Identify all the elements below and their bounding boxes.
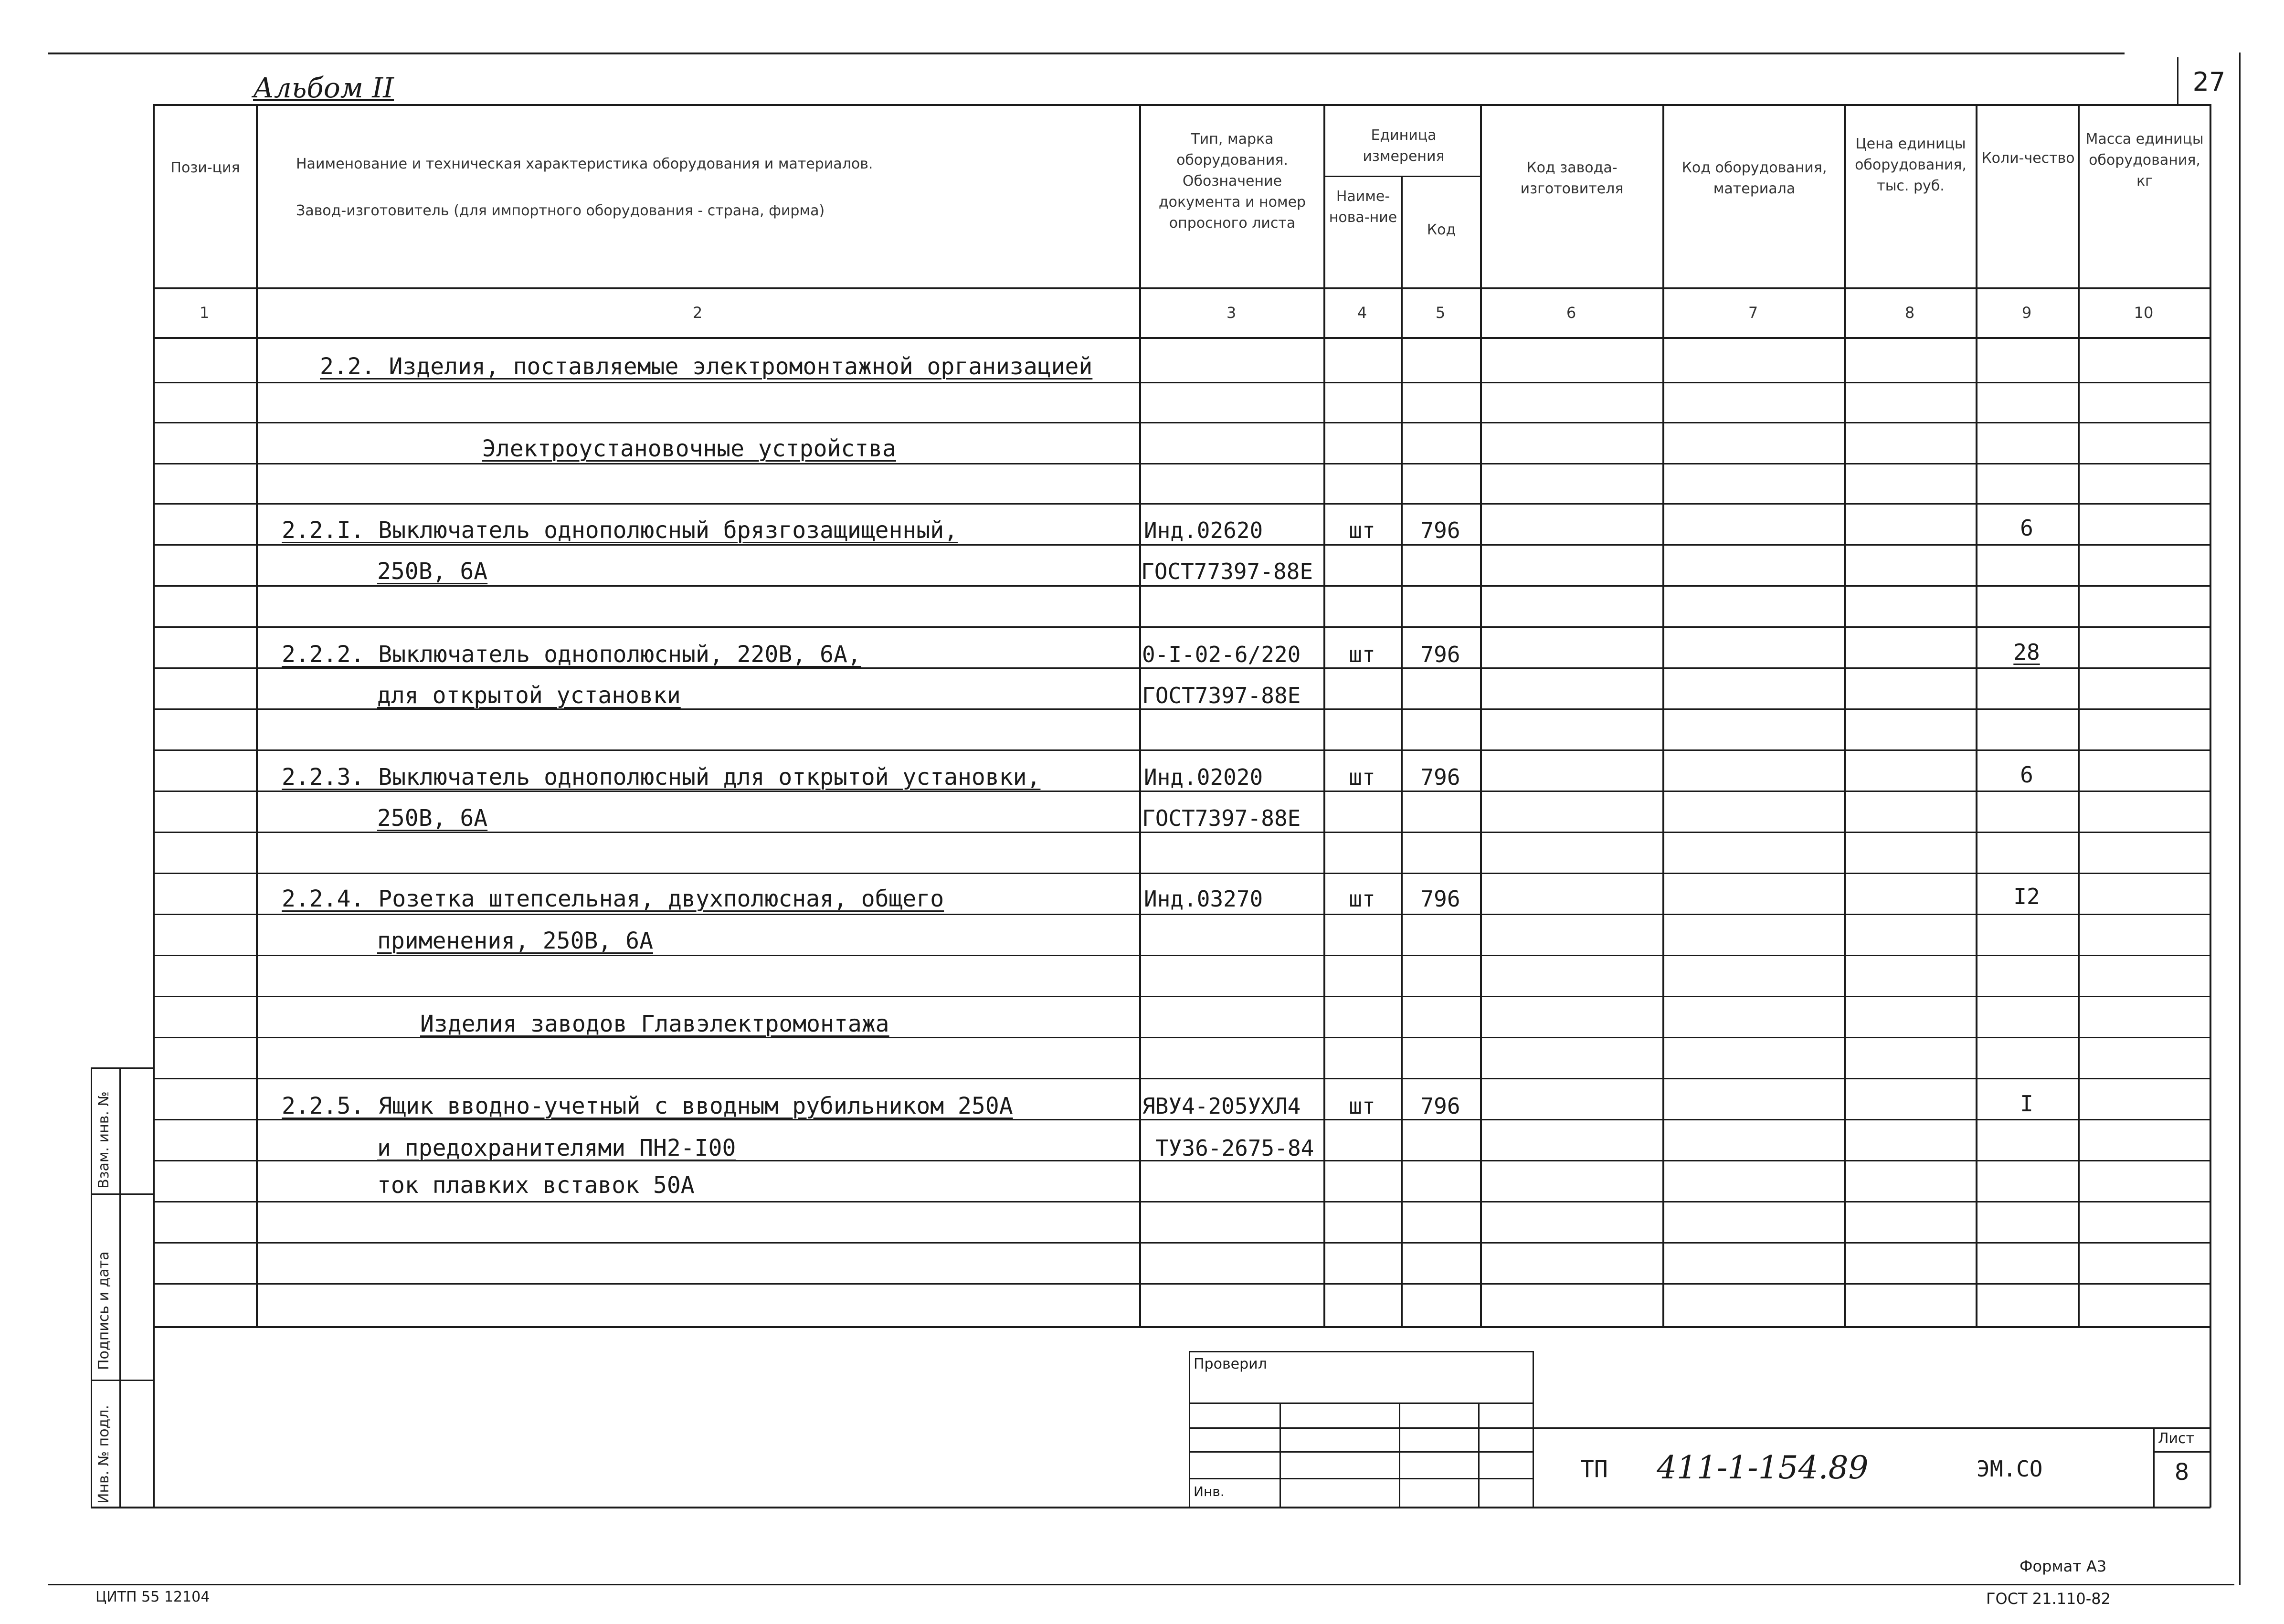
item-2-2-1-unit: шт bbox=[1349, 517, 1375, 543]
item-2-2-5-unit: шт bbox=[1349, 1093, 1375, 1119]
header-unit-group: Единица измерения bbox=[1363, 127, 1445, 165]
row-line bbox=[153, 503, 2210, 505]
frame-bottom-outer bbox=[48, 1584, 2234, 1585]
item-2-2-3-name: 2.2.3. Выключатель однополюсный для открытой установки, bbox=[282, 764, 1041, 791]
colnum-2: 2 bbox=[692, 304, 703, 322]
item-2-2-2-type-2: ГОСТ7397-88Е bbox=[1142, 683, 1301, 708]
row-line bbox=[153, 955, 2210, 956]
col-div-5 bbox=[1480, 104, 1482, 1327]
item-2-2-5-code: 796 bbox=[1420, 1093, 1460, 1119]
tb-inv-label: Инв. bbox=[1194, 1484, 1225, 1499]
col-div-2 bbox=[1139, 104, 1141, 1327]
row-line bbox=[153, 626, 2210, 628]
item-2-2-4-type: Инд.03270 bbox=[1144, 886, 1263, 912]
header-equipment-code: Код оборудования, материала bbox=[1681, 159, 1827, 197]
unit-group-line bbox=[1323, 176, 1481, 177]
item-2-2-2-unit: шт bbox=[1349, 642, 1375, 667]
row-line bbox=[153, 1283, 2210, 1285]
col-div-1 bbox=[256, 104, 258, 1327]
footer-format: Формат А3 bbox=[2020, 1557, 2107, 1575]
row-line bbox=[153, 791, 2210, 792]
side-sign-date: Подпись и дата bbox=[95, 1251, 112, 1370]
frame-bottom bbox=[91, 1507, 2210, 1508]
header-bottom bbox=[153, 287, 2210, 289]
tb-top bbox=[1189, 1351, 1533, 1352]
col-div-7 bbox=[1844, 104, 1846, 1327]
subsection-title-2: Изделия заводов Главэлектромонтажа bbox=[420, 1011, 889, 1037]
col-div-6 bbox=[1662, 104, 1664, 1327]
side-inv-orig: Инв. № подл. bbox=[95, 1405, 112, 1504]
side-strip-left bbox=[91, 1067, 92, 1507]
colnum-9: 9 bbox=[2021, 304, 2032, 322]
tb-sheet-line bbox=[2153, 1451, 2210, 1453]
frame-outer-right bbox=[2239, 53, 2241, 1585]
frame-right bbox=[2210, 104, 2211, 1508]
item-2-2-3-type: Инд.02020 bbox=[1144, 764, 1263, 790]
tb-col bbox=[1478, 1403, 1480, 1507]
frame-top-inner bbox=[153, 104, 2210, 106]
frame-top bbox=[48, 53, 2125, 54]
row-line bbox=[153, 1242, 2210, 1244]
side-strip-mid bbox=[119, 1067, 121, 1507]
colnum-bottom bbox=[153, 337, 2210, 339]
colnum-5: 5 bbox=[1435, 304, 1446, 322]
item-2-2-5-type-2: ТУ36-2675-84 bbox=[1155, 1135, 1314, 1161]
header-mass: Масса единицы оборудования, кг bbox=[2085, 131, 2204, 190]
row-line bbox=[153, 544, 2210, 546]
row-line bbox=[153, 832, 2210, 833]
item-2-2-1-name: 2.2.I. Выключатель однополюсный брязгозащищенный, bbox=[282, 517, 958, 544]
row-line bbox=[153, 873, 2210, 874]
colnum-3: 3 bbox=[1226, 304, 1237, 322]
tb-checked-label: Проверил bbox=[1194, 1356, 1267, 1372]
colnum-1: 1 bbox=[199, 304, 210, 322]
footer-left: ЦИТП 55 12104 bbox=[95, 1589, 210, 1605]
item-2-2-2-code: 796 bbox=[1420, 642, 1460, 667]
row-line bbox=[153, 914, 2210, 915]
side-replace-inv: Взам. инв. № bbox=[95, 1091, 112, 1189]
item-2-2-1-type-2: ГОСТ77397-88Е bbox=[1141, 559, 1313, 584]
item-2-2-1-code: 796 bbox=[1420, 517, 1460, 543]
header-name-line1: Наименование и техническая характеристика оборудования и материалов. bbox=[296, 156, 873, 172]
item-2-2-3-code: 796 bbox=[1420, 764, 1460, 790]
tb-col bbox=[1279, 1403, 1281, 1507]
tb-designation-prefix: ТП bbox=[1580, 1456, 1608, 1483]
subsection-title: Электроустановочные устройства bbox=[482, 435, 896, 462]
item-2-2-3-name-2: 250В, 6А bbox=[377, 805, 488, 832]
col-div-3 bbox=[1323, 104, 1325, 1327]
tb-left bbox=[1189, 1351, 1190, 1507]
header-unit-name: Наиме-нова-ние bbox=[1329, 188, 1397, 226]
row-line bbox=[153, 1078, 2210, 1079]
item-2-2-2-qty: 28 bbox=[2013, 639, 2040, 665]
tb-line bbox=[1189, 1451, 1533, 1453]
header-manufacturer-code: Код завода-изготовителя bbox=[1520, 159, 1624, 197]
item-2-2-4-name-2: применения, 250В, 6А bbox=[377, 928, 653, 954]
colnum-10: 10 bbox=[2134, 304, 2154, 322]
item-2-2-5-name-2: и предохранителями ПН2-I00 bbox=[377, 1135, 736, 1161]
colnum-4: 4 bbox=[1357, 304, 1367, 322]
row-line bbox=[153, 1201, 2210, 1202]
page-number: 27 bbox=[2192, 67, 2226, 97]
album-label: Альбом II bbox=[253, 72, 394, 104]
item-2-2-3-unit: шт bbox=[1349, 764, 1375, 790]
header-position: Пози-ция bbox=[170, 159, 240, 176]
header-price: Цена единицы оборудования, тыс. руб. bbox=[1855, 136, 1967, 194]
tb-right bbox=[1533, 1351, 1534, 1507]
page-number-box-left bbox=[2177, 57, 2178, 104]
side-strip-sep bbox=[91, 1380, 153, 1381]
tb-line bbox=[1189, 1478, 1533, 1479]
tb-line bbox=[1189, 1427, 1533, 1429]
tb-sheet-label: Лист bbox=[2158, 1430, 2195, 1447]
item-2-2-5-type: ЯВУ4-205УХЛ4 bbox=[1142, 1093, 1301, 1119]
colnum-8: 8 bbox=[1904, 304, 1915, 322]
item-2-2-4-code: 796 bbox=[1420, 886, 1460, 912]
col-div-8 bbox=[1976, 104, 1977, 1327]
item-2-2-1-type: Инд.02620 bbox=[1144, 517, 1263, 543]
item-2-2-5-name: 2.2.5. Ящик вводно-учетный с вводным рубильником 250А bbox=[282, 1093, 1013, 1119]
item-2-2-3-qty: 6 bbox=[2020, 762, 2033, 788]
item-2-2-5-qty: I bbox=[2020, 1091, 2033, 1117]
table-bottom bbox=[153, 1326, 2210, 1328]
side-strip-sep bbox=[91, 1193, 153, 1195]
colnum-7: 7 bbox=[1748, 304, 1758, 322]
row-line bbox=[153, 585, 2210, 587]
row-line bbox=[153, 996, 2210, 997]
tb-sheet-number: 8 bbox=[2174, 1459, 2189, 1486]
tb-designation: 411-1-154.89 bbox=[1657, 1449, 1869, 1486]
section-title: 2.2. Изделия, поставляемые электромонтажной организацией bbox=[320, 353, 1093, 380]
row-line bbox=[153, 463, 2210, 464]
item-2-2-4-name: 2.2.4. Розетка штепсельная, двухполюсная, общего bbox=[282, 886, 944, 912]
footer-gost: ГОСТ 21.110-82 bbox=[1986, 1590, 2111, 1608]
item-2-2-2-name-2: для открытой установки bbox=[377, 682, 681, 709]
header-quantity: Коли-чество bbox=[1981, 150, 2075, 167]
header-name-line2: Завод-изготовитель (для импортного оборудования - страна, фирма) bbox=[296, 202, 825, 219]
row-line bbox=[153, 422, 2210, 423]
row-line bbox=[153, 749, 2210, 751]
item-2-2-3-type-2: ГОСТ7397-88Е bbox=[1142, 805, 1301, 831]
item-2-2-1-qty: 6 bbox=[2020, 515, 2033, 541]
col-div-9 bbox=[2078, 104, 2080, 1327]
header-unit-code: Код bbox=[1427, 221, 1456, 238]
item-2-2-1-name-2: 250В, 6А bbox=[377, 558, 488, 585]
item-2-2-4-unit: шт bbox=[1349, 886, 1375, 912]
col-div-4 bbox=[1401, 176, 1403, 1327]
colnum-6: 6 bbox=[1566, 304, 1576, 322]
tb-line bbox=[1189, 1403, 1533, 1404]
item-2-2-2-name: 2.2.2. Выключатель однополюсный, 220В, 6А, bbox=[282, 641, 861, 668]
header-type: Тип, марка оборудования. Обозначение документа и номер опросного листа bbox=[1158, 131, 1306, 232]
item-2-2-5-name-3: ток плавких вставок 50А bbox=[377, 1172, 695, 1199]
tb-designation-top bbox=[1533, 1427, 2210, 1429]
row-line bbox=[153, 382, 2210, 383]
tb-designation-suffix: ЭМ.СО bbox=[1977, 1456, 2043, 1482]
item-2-2-2-type: 0-I-02-6/220 bbox=[1142, 642, 1301, 667]
tb-col bbox=[1399, 1403, 1400, 1507]
side-strip-top bbox=[91, 1067, 153, 1069]
item-2-2-4-qty: I2 bbox=[2013, 884, 2040, 909]
